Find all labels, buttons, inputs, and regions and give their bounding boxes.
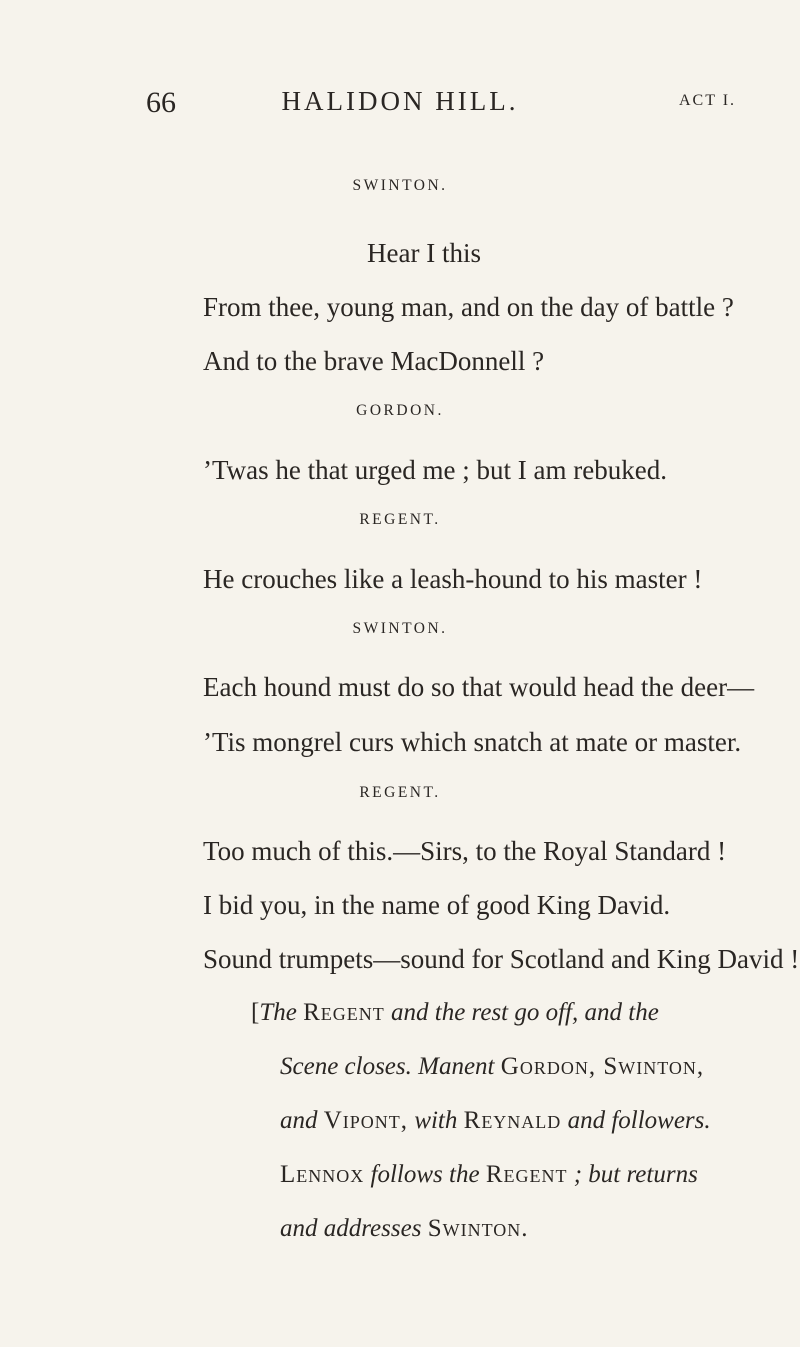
stage-direction-line: [The Regent and the rest go off, and the xyxy=(251,999,659,1026)
running-header xyxy=(0,86,800,126)
speaker-name: SWINTON. xyxy=(352,177,448,194)
act-label: ACT I. xyxy=(679,92,737,109)
stage-direction-line: Lennox follows the Regent ; but returns xyxy=(280,1161,698,1188)
verse-line: Hear I this xyxy=(367,238,481,268)
page-number: 66 xyxy=(146,86,176,119)
speaker-name: REGENT. xyxy=(359,511,441,528)
verse-line: Too much of this.—Sirs, to the Royal Standard ! xyxy=(203,836,727,866)
speaker-name: SWINTON. xyxy=(352,620,448,637)
verse-line: And to the brave MacDonnell ? xyxy=(203,346,545,376)
stage-direction-line: and Vipont, with Reynald and followers. xyxy=(280,1107,711,1134)
verse-line: Sound trumpets—sound for Scotland and King David ! xyxy=(203,944,800,974)
verse-line: He crouches like a leash-hound to his master ! xyxy=(203,564,703,594)
verse-line: I bid you, in the name of good King David. xyxy=(203,890,671,920)
verse-line: From thee, young man, and on the day of battle ? xyxy=(203,292,734,322)
speaker-name: GORDON. xyxy=(356,402,444,419)
speaker-name: REGENT. xyxy=(359,784,441,801)
stage-direction-line: Scene closes. Manent Gordon, Swinton, xyxy=(280,1053,705,1080)
verse-line: ’Twas he that urged me ; but I am rebuked. xyxy=(203,455,667,485)
verse-line: Each hound must do so that would head the deer— xyxy=(203,672,755,702)
verse-line: ’Tis mongrel curs which snatch at mate or master. xyxy=(203,727,742,757)
running-title: HALIDON HILL. xyxy=(281,86,519,116)
stage-direction-line: and addresses Swinton. xyxy=(280,1215,529,1242)
